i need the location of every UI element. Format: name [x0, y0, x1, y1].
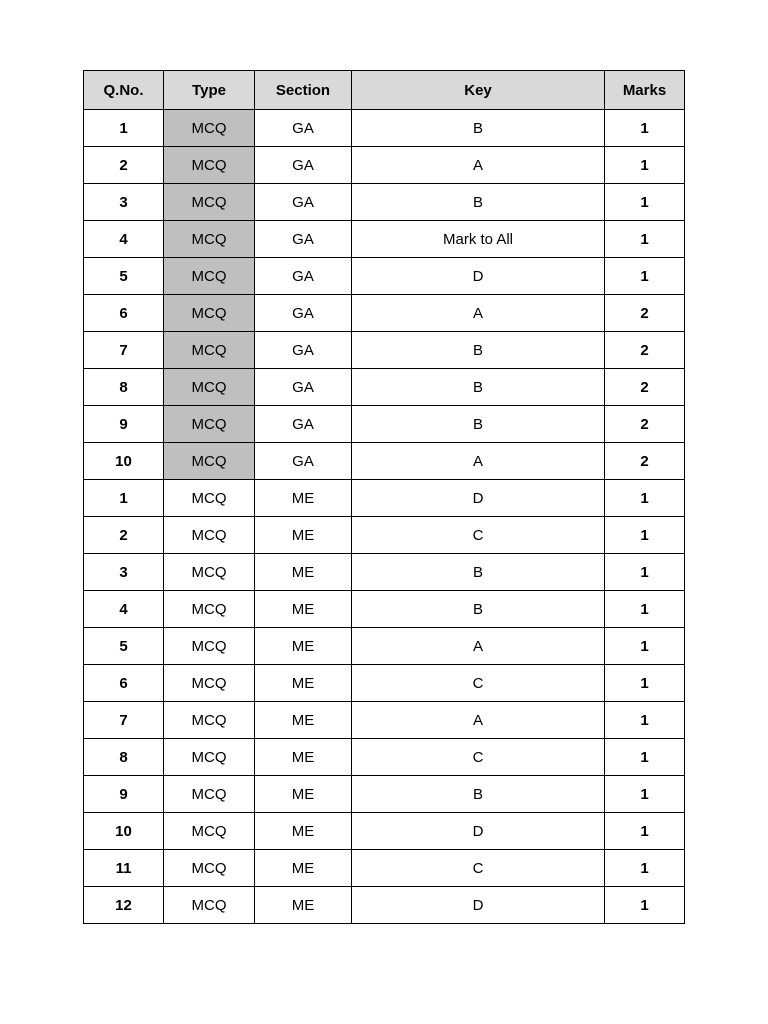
table-row — [84, 221, 685, 258]
marks-cell: 1 — [605, 739, 685, 776]
marks-cell: 2 — [605, 406, 685, 443]
section-cell: ME — [255, 813, 352, 850]
section-cell: ME — [255, 776, 352, 813]
section-cell: ME — [255, 591, 352, 628]
section-cell: GA — [255, 369, 352, 406]
type-cell: MCQ — [164, 739, 255, 776]
key-cell: A — [352, 147, 605, 184]
qno-cell: 4 — [84, 591, 164, 628]
table-row — [84, 443, 685, 480]
type-cell: MCQ — [164, 258, 255, 295]
table-row — [84, 110, 685, 147]
table-row — [84, 628, 685, 665]
key-cell: B — [352, 332, 605, 369]
table-row — [84, 184, 685, 221]
section-cell: ME — [255, 517, 352, 554]
table-row — [84, 591, 685, 628]
qno-cell: 9 — [84, 776, 164, 813]
qno-cell: 5 — [84, 258, 164, 295]
marks-cell: 1 — [605, 147, 685, 184]
qno-cell: 1 — [84, 110, 164, 147]
marks-cell: 2 — [605, 369, 685, 406]
qno-cell: 2 — [84, 147, 164, 184]
type-cell: MCQ — [164, 665, 255, 702]
marks-cell: 1 — [605, 813, 685, 850]
table-row — [84, 702, 685, 739]
type-cell: MCQ — [164, 850, 255, 887]
key-cell: C — [352, 517, 605, 554]
type-cell: MCQ — [164, 628, 255, 665]
section-cell: ME — [255, 702, 352, 739]
qno-cell: 8 — [84, 369, 164, 406]
key-cell: D — [352, 887, 605, 924]
section-cell: GA — [255, 184, 352, 221]
table-body — [84, 110, 685, 924]
qno-cell: 11 — [84, 850, 164, 887]
section-cell: ME — [255, 665, 352, 702]
section-cell: ME — [255, 850, 352, 887]
marks-cell: 1 — [605, 665, 685, 702]
header-row — [84, 71, 685, 110]
marks-cell: 1 — [605, 591, 685, 628]
header-section: Section — [255, 71, 352, 110]
qno-cell: 1 — [84, 480, 164, 517]
key-cell: B — [352, 554, 605, 591]
marks-cell: 2 — [605, 295, 685, 332]
qno-cell: 6 — [84, 295, 164, 332]
type-cell: MCQ — [164, 887, 255, 924]
marks-cell: 2 — [605, 443, 685, 480]
qno-cell: 8 — [84, 739, 164, 776]
table-row — [84, 776, 685, 813]
key-cell: C — [352, 850, 605, 887]
section-cell: ME — [255, 739, 352, 776]
type-cell: MCQ — [164, 406, 255, 443]
qno-cell: 10 — [84, 813, 164, 850]
type-cell: MCQ — [164, 443, 255, 480]
table-row — [84, 258, 685, 295]
qno-cell: 2 — [84, 517, 164, 554]
type-cell: MCQ — [164, 554, 255, 591]
type-cell: MCQ — [164, 369, 255, 406]
qno-cell: 4 — [84, 221, 164, 258]
marks-cell: 2 — [605, 332, 685, 369]
marks-cell: 1 — [605, 554, 685, 591]
marks-cell: 1 — [605, 184, 685, 221]
type-cell: MCQ — [164, 776, 255, 813]
table-row — [84, 369, 685, 406]
section-cell: GA — [255, 443, 352, 480]
type-cell: MCQ — [164, 332, 255, 369]
key-cell: B — [352, 591, 605, 628]
type-cell: MCQ — [164, 702, 255, 739]
key-cell: C — [352, 739, 605, 776]
table-row — [84, 147, 685, 184]
qno-cell: 10 — [84, 443, 164, 480]
header-marks: Marks — [605, 71, 685, 110]
type-cell: MCQ — [164, 110, 255, 147]
table-row — [84, 554, 685, 591]
table-header — [84, 71, 685, 110]
type-cell: MCQ — [164, 295, 255, 332]
key-cell: D — [352, 480, 605, 517]
type-cell: MCQ — [164, 517, 255, 554]
table-row — [84, 665, 685, 702]
key-cell: D — [352, 258, 605, 295]
marks-cell: 1 — [605, 517, 685, 554]
key-cell: B — [352, 184, 605, 221]
table-row — [84, 850, 685, 887]
section-cell: ME — [255, 480, 352, 517]
type-cell: MCQ — [164, 147, 255, 184]
marks-cell: 1 — [605, 110, 685, 147]
key-cell: A — [352, 702, 605, 739]
section-cell: GA — [255, 258, 352, 295]
table-row — [84, 480, 685, 517]
section-cell: ME — [255, 887, 352, 924]
qno-cell: 7 — [84, 332, 164, 369]
marks-cell: 1 — [605, 702, 685, 739]
qno-cell: 5 — [84, 628, 164, 665]
marks-cell: 1 — [605, 628, 685, 665]
marks-cell: 1 — [605, 258, 685, 295]
marks-cell: 1 — [605, 776, 685, 813]
qno-cell: 12 — [84, 887, 164, 924]
table-row — [84, 739, 685, 776]
marks-cell: 1 — [605, 850, 685, 887]
answer-key-table — [83, 70, 685, 924]
qno-cell: 3 — [84, 184, 164, 221]
key-cell: A — [352, 443, 605, 480]
key-cell: D — [352, 813, 605, 850]
qno-cell: 3 — [84, 554, 164, 591]
marks-cell: 1 — [605, 480, 685, 517]
key-cell: A — [352, 295, 605, 332]
type-cell: MCQ — [164, 184, 255, 221]
table-row — [84, 813, 685, 850]
table-row — [84, 406, 685, 443]
table-row — [84, 332, 685, 369]
key-cell: B — [352, 110, 605, 147]
key-cell: A — [352, 628, 605, 665]
marks-cell: 1 — [605, 221, 685, 258]
table-row — [84, 517, 685, 554]
type-cell: MCQ — [164, 591, 255, 628]
section-cell: GA — [255, 110, 352, 147]
header-qno: Q.No. — [84, 71, 164, 110]
type-cell: MCQ — [164, 480, 255, 517]
key-cell: Mark to All — [352, 221, 605, 258]
qno-cell: 6 — [84, 665, 164, 702]
section-cell: GA — [255, 406, 352, 443]
qno-cell: 7 — [84, 702, 164, 739]
section-cell: GA — [255, 147, 352, 184]
section-cell: ME — [255, 554, 352, 591]
table-row — [84, 887, 685, 924]
key-cell: B — [352, 776, 605, 813]
type-cell: MCQ — [164, 813, 255, 850]
key-cell: C — [352, 665, 605, 702]
table-row — [84, 295, 685, 332]
section-cell: ME — [255, 628, 352, 665]
header-key: Key — [352, 71, 605, 110]
section-cell: GA — [255, 221, 352, 258]
header-type: Type — [164, 71, 255, 110]
qno-cell: 9 — [84, 406, 164, 443]
key-cell: B — [352, 406, 605, 443]
type-cell: MCQ — [164, 221, 255, 258]
marks-cell: 1 — [605, 887, 685, 924]
section-cell: GA — [255, 332, 352, 369]
section-cell: GA — [255, 295, 352, 332]
key-cell: B — [352, 369, 605, 406]
